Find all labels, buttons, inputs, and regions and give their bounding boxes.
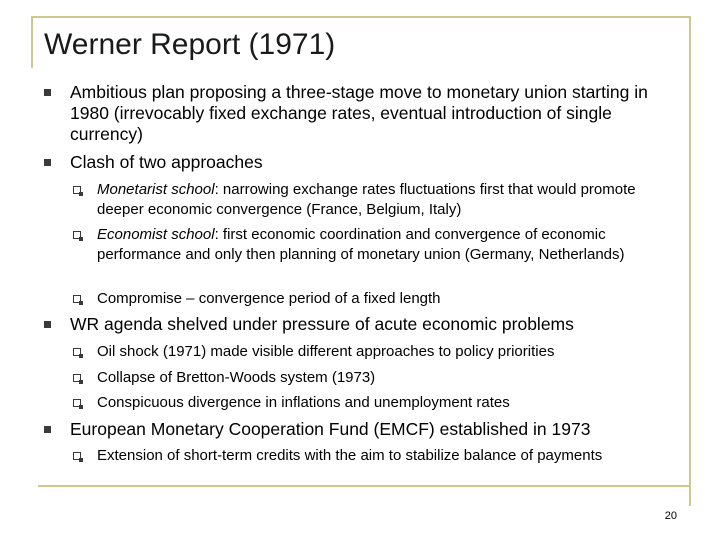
sub-item-emphasis: Economist school xyxy=(97,226,215,243)
bullet-text: European Monetary Cooperation Fund (EMCF) established in 1973 xyxy=(70,419,591,439)
sub-item-text: : narrowing exchange rates fluctuations first that would promote deeper economic convergence (France, Belgium, Italy) xyxy=(97,181,636,218)
sub-item-monetarist xyxy=(97,180,677,220)
sub-item-emphasis: Monetarist school xyxy=(97,181,215,198)
frame-top-line xyxy=(31,16,691,18)
bullet-item-wr-agenda xyxy=(70,314,670,335)
square-bullet-icon xyxy=(44,321,51,328)
square-bullet-icon xyxy=(44,159,51,166)
sub-item-text: Collapse of Bretton-Woods system (1973) xyxy=(97,369,376,386)
checkbox-bullet-icon xyxy=(73,399,81,407)
checkbox-bullet-icon xyxy=(73,231,81,239)
checkbox-bullet-icon xyxy=(73,186,81,194)
bullet-text: Ambitious plan proposing a three-stage move to monetary union starting in 1980 (irrevocably fixed exchange rates, eventual introduction of single currency) xyxy=(70,82,648,144)
frame-left-line xyxy=(31,16,33,68)
sub-item-bretton-woods xyxy=(97,368,677,388)
sub-item-text: Oil shock (1971) made visible different approaches to policy priorities xyxy=(97,343,555,360)
bullet-item-clash xyxy=(70,152,670,173)
page-number: 20 xyxy=(664,510,677,522)
sub-item-divergence xyxy=(97,393,677,413)
sub-item-text: Extension of short-term credits with the aim to stabilize balance of payments xyxy=(97,447,603,464)
checkbox-bullet-icon xyxy=(73,374,81,382)
sub-item-economist xyxy=(97,225,677,265)
square-bullet-icon xyxy=(44,89,51,96)
checkbox-bullet-icon xyxy=(73,452,81,460)
checkbox-bullet-icon xyxy=(73,348,81,356)
sub-item-oil-shock xyxy=(97,342,677,362)
bullet-item-ambitious-plan xyxy=(70,82,650,145)
bullet-item-emcf xyxy=(70,419,680,440)
bullet-text: Clash of two approaches xyxy=(70,152,263,172)
sub-item-text: : first economic coordination and convergence of economic performance and only then planning of monetary union (Germany, Netherlands) xyxy=(97,226,625,263)
slide-title: Werner Report (1971) xyxy=(44,28,336,61)
frame-right-line xyxy=(689,16,691,506)
sub-item-compromise xyxy=(97,289,677,309)
bullet-text: WR agenda shelved under pressure of acute economic problems xyxy=(70,314,574,334)
frame-bottom-line xyxy=(38,485,691,487)
sub-item-short-term-credits xyxy=(97,446,657,466)
sub-item-text: Conspicuous divergence in inflations and unemployment rates xyxy=(97,394,510,411)
square-bullet-icon xyxy=(44,426,51,433)
checkbox-bullet-icon xyxy=(73,295,81,303)
sub-item-text: Compromise – convergence period of a fixed length xyxy=(97,290,441,307)
